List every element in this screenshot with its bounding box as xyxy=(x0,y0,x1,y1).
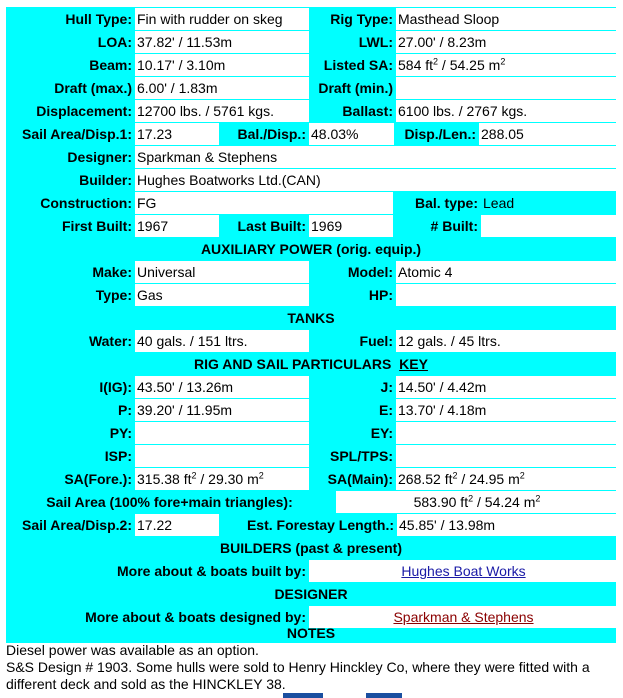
hull-type-label: Hull Type: xyxy=(65,11,132,27)
spl-tps-label: SPL/TPS: xyxy=(329,448,393,464)
forestay-label: Est. Forestay Length.: xyxy=(246,517,394,533)
spl-tps-value xyxy=(396,445,616,467)
fuel-label: Fuel: xyxy=(359,333,393,349)
i-label: I(IG): xyxy=(99,379,132,395)
draft-max-label: Draft (max.) xyxy=(54,80,132,96)
key-link[interactable]: KEY xyxy=(399,356,428,372)
notes-line-1: Diesel power was available as an option. xyxy=(6,642,259,658)
sa-disp1-value: 17.23 xyxy=(135,123,219,145)
ey-label: EY: xyxy=(370,425,393,441)
designer-value: Sparkman & Stephens xyxy=(135,146,616,168)
sa-main-value: 268.52 $ft^2 / 24.95$ $m^2$ xyxy=(396,468,616,490)
notes-line-2: S&S Design # 1903. Some hulls were sold to Henry Hinckley Co, where they were fitted with a different deck and sold as the HINCKLEY 38. xyxy=(6,659,590,692)
hp-value xyxy=(396,284,616,306)
rig-type-value: Masthead Sloop xyxy=(396,8,616,30)
partial-button-edge xyxy=(283,693,323,698)
forestay-value: 45.85' / 13.98m xyxy=(397,514,616,536)
loa-label: LOA: xyxy=(97,34,132,50)
hughes-boat-works-link[interactable]: Hughes Boat Works xyxy=(401,563,526,579)
rig-type-label: Rig Type: xyxy=(330,11,393,27)
ey-value xyxy=(396,422,616,444)
sparkman-stephens-link[interactable]: Sparkman & Stephens xyxy=(393,609,534,625)
first-built-label: First Built: xyxy=(62,218,132,234)
i-value: 43.50' / 13.26m xyxy=(135,376,309,398)
disp-len-label: Disp./Len.: xyxy=(404,126,476,142)
sa-main-label: SA(Main): xyxy=(327,471,393,487)
model-label: Model: xyxy=(347,264,393,280)
num-built-value xyxy=(481,215,616,237)
draft-min-value xyxy=(396,77,616,99)
p-value: 39.20' / 11.95m xyxy=(135,399,309,421)
sa-fore-label: SA(Fore.): xyxy=(64,471,132,487)
construction-label: Construction: xyxy=(40,195,132,211)
j-label: J: xyxy=(380,379,393,395)
sa-disp1-label: Sail Area/Disp.1: xyxy=(22,126,132,142)
designer-label: Designer: xyxy=(67,149,132,165)
construction-value: FG xyxy=(135,192,393,214)
make-label: Make: xyxy=(92,264,132,280)
e-label: E: xyxy=(379,402,393,418)
engine-type-value: Gas xyxy=(135,284,309,306)
draft-max-value: 6.00' / 1.83m xyxy=(135,77,309,99)
builder-label: Builder: xyxy=(79,172,132,188)
water-label: Water: xyxy=(88,333,132,349)
beam-value: 10.17' / 3.10m xyxy=(135,54,309,76)
py-label: PY: xyxy=(109,425,132,441)
builders-label: More about & boats built by: xyxy=(117,563,306,579)
builders-header: BUILDERS (past & present) xyxy=(219,540,403,556)
water-value: 40 gals. / 151 ltrs. xyxy=(135,330,309,352)
isp-value xyxy=(135,445,309,467)
sa-disp2-label: Sail Area/Disp.2: xyxy=(22,517,132,533)
listed-sa-value: 584 $ft^2 / 54.25$ $m^2$ xyxy=(396,54,616,76)
auxiliary-power-header: AUXILIARY POWER (orig. equip.) xyxy=(200,241,422,257)
last-built-label: Last Built: xyxy=(237,218,306,234)
bal-type-value: Lead xyxy=(481,192,616,214)
tanks-header: TANKS xyxy=(287,310,335,326)
hull-type-value: Fin with rudder on skeg xyxy=(135,8,309,30)
first-built-value: 1967 xyxy=(135,215,219,237)
num-built-label: # Built: xyxy=(430,218,478,234)
last-built-value: 1969 xyxy=(309,215,393,237)
sa-fore-value: 315.38 $ft^2 / 29.30$ $m^2$ xyxy=(135,468,309,490)
lwl-value: 27.00' / 8.23m xyxy=(396,31,616,53)
displacement-value: 12700 lbs. / 5761 kgs. xyxy=(135,100,309,122)
engine-type-label: Type: xyxy=(95,287,132,303)
e-value: 13.70' / 4.18m xyxy=(396,399,616,421)
listed-sa-label: Listed SA: xyxy=(323,57,393,73)
displacement-label: Displacement: xyxy=(36,103,132,119)
p-label: P: xyxy=(118,402,132,418)
fuel-value: 12 gals. / 45 ltrs. xyxy=(396,330,616,352)
hp-label: HP: xyxy=(368,287,393,303)
make-value: Universal xyxy=(135,261,309,283)
disp-len-value: 288.05 xyxy=(479,123,616,145)
sa-total-value: 583.90 $ft^2 / 54.24$ $m^2$ xyxy=(336,491,616,513)
draft-min-label: Draft (min.) xyxy=(318,80,393,96)
designer-section-label: More about & boats designed by: xyxy=(85,609,306,625)
builder-value: Hughes Boatworks Ltd.(CAN) xyxy=(135,169,616,191)
isp-label: ISP: xyxy=(104,448,132,464)
sa-total-label: Sail Area (100% fore+main triangles): xyxy=(46,494,293,510)
model-value: Atomic 4 xyxy=(396,261,616,283)
notes-section xyxy=(6,642,618,693)
notes-header: NOTES xyxy=(286,625,336,641)
sa-disp2-value: 17.22 xyxy=(135,514,219,536)
rig-sail-header: RIG AND SAIL PARTICULARS KEY xyxy=(194,356,428,372)
loa-value: 37.82' / 11.53m xyxy=(135,31,309,53)
py-value xyxy=(135,422,309,444)
bal-disp-label: Bal./Disp.: xyxy=(237,126,306,142)
lwl-label: LWL: xyxy=(358,34,393,50)
bal-type-label: Bal. type: xyxy=(414,195,478,211)
bal-disp-value: 48.03% xyxy=(309,123,394,145)
builders-link-cell xyxy=(309,560,616,582)
ballast-label: Ballast: xyxy=(342,103,393,119)
designer-header: DESIGNER xyxy=(274,586,348,602)
beam-label: Beam: xyxy=(89,57,132,73)
partial-button-edge xyxy=(366,693,402,698)
ballast-value: 6100 lbs. / 2767 kgs. xyxy=(396,100,616,122)
specifications-table xyxy=(6,7,616,643)
j-value: 14.50' / 4.42m xyxy=(396,376,616,398)
